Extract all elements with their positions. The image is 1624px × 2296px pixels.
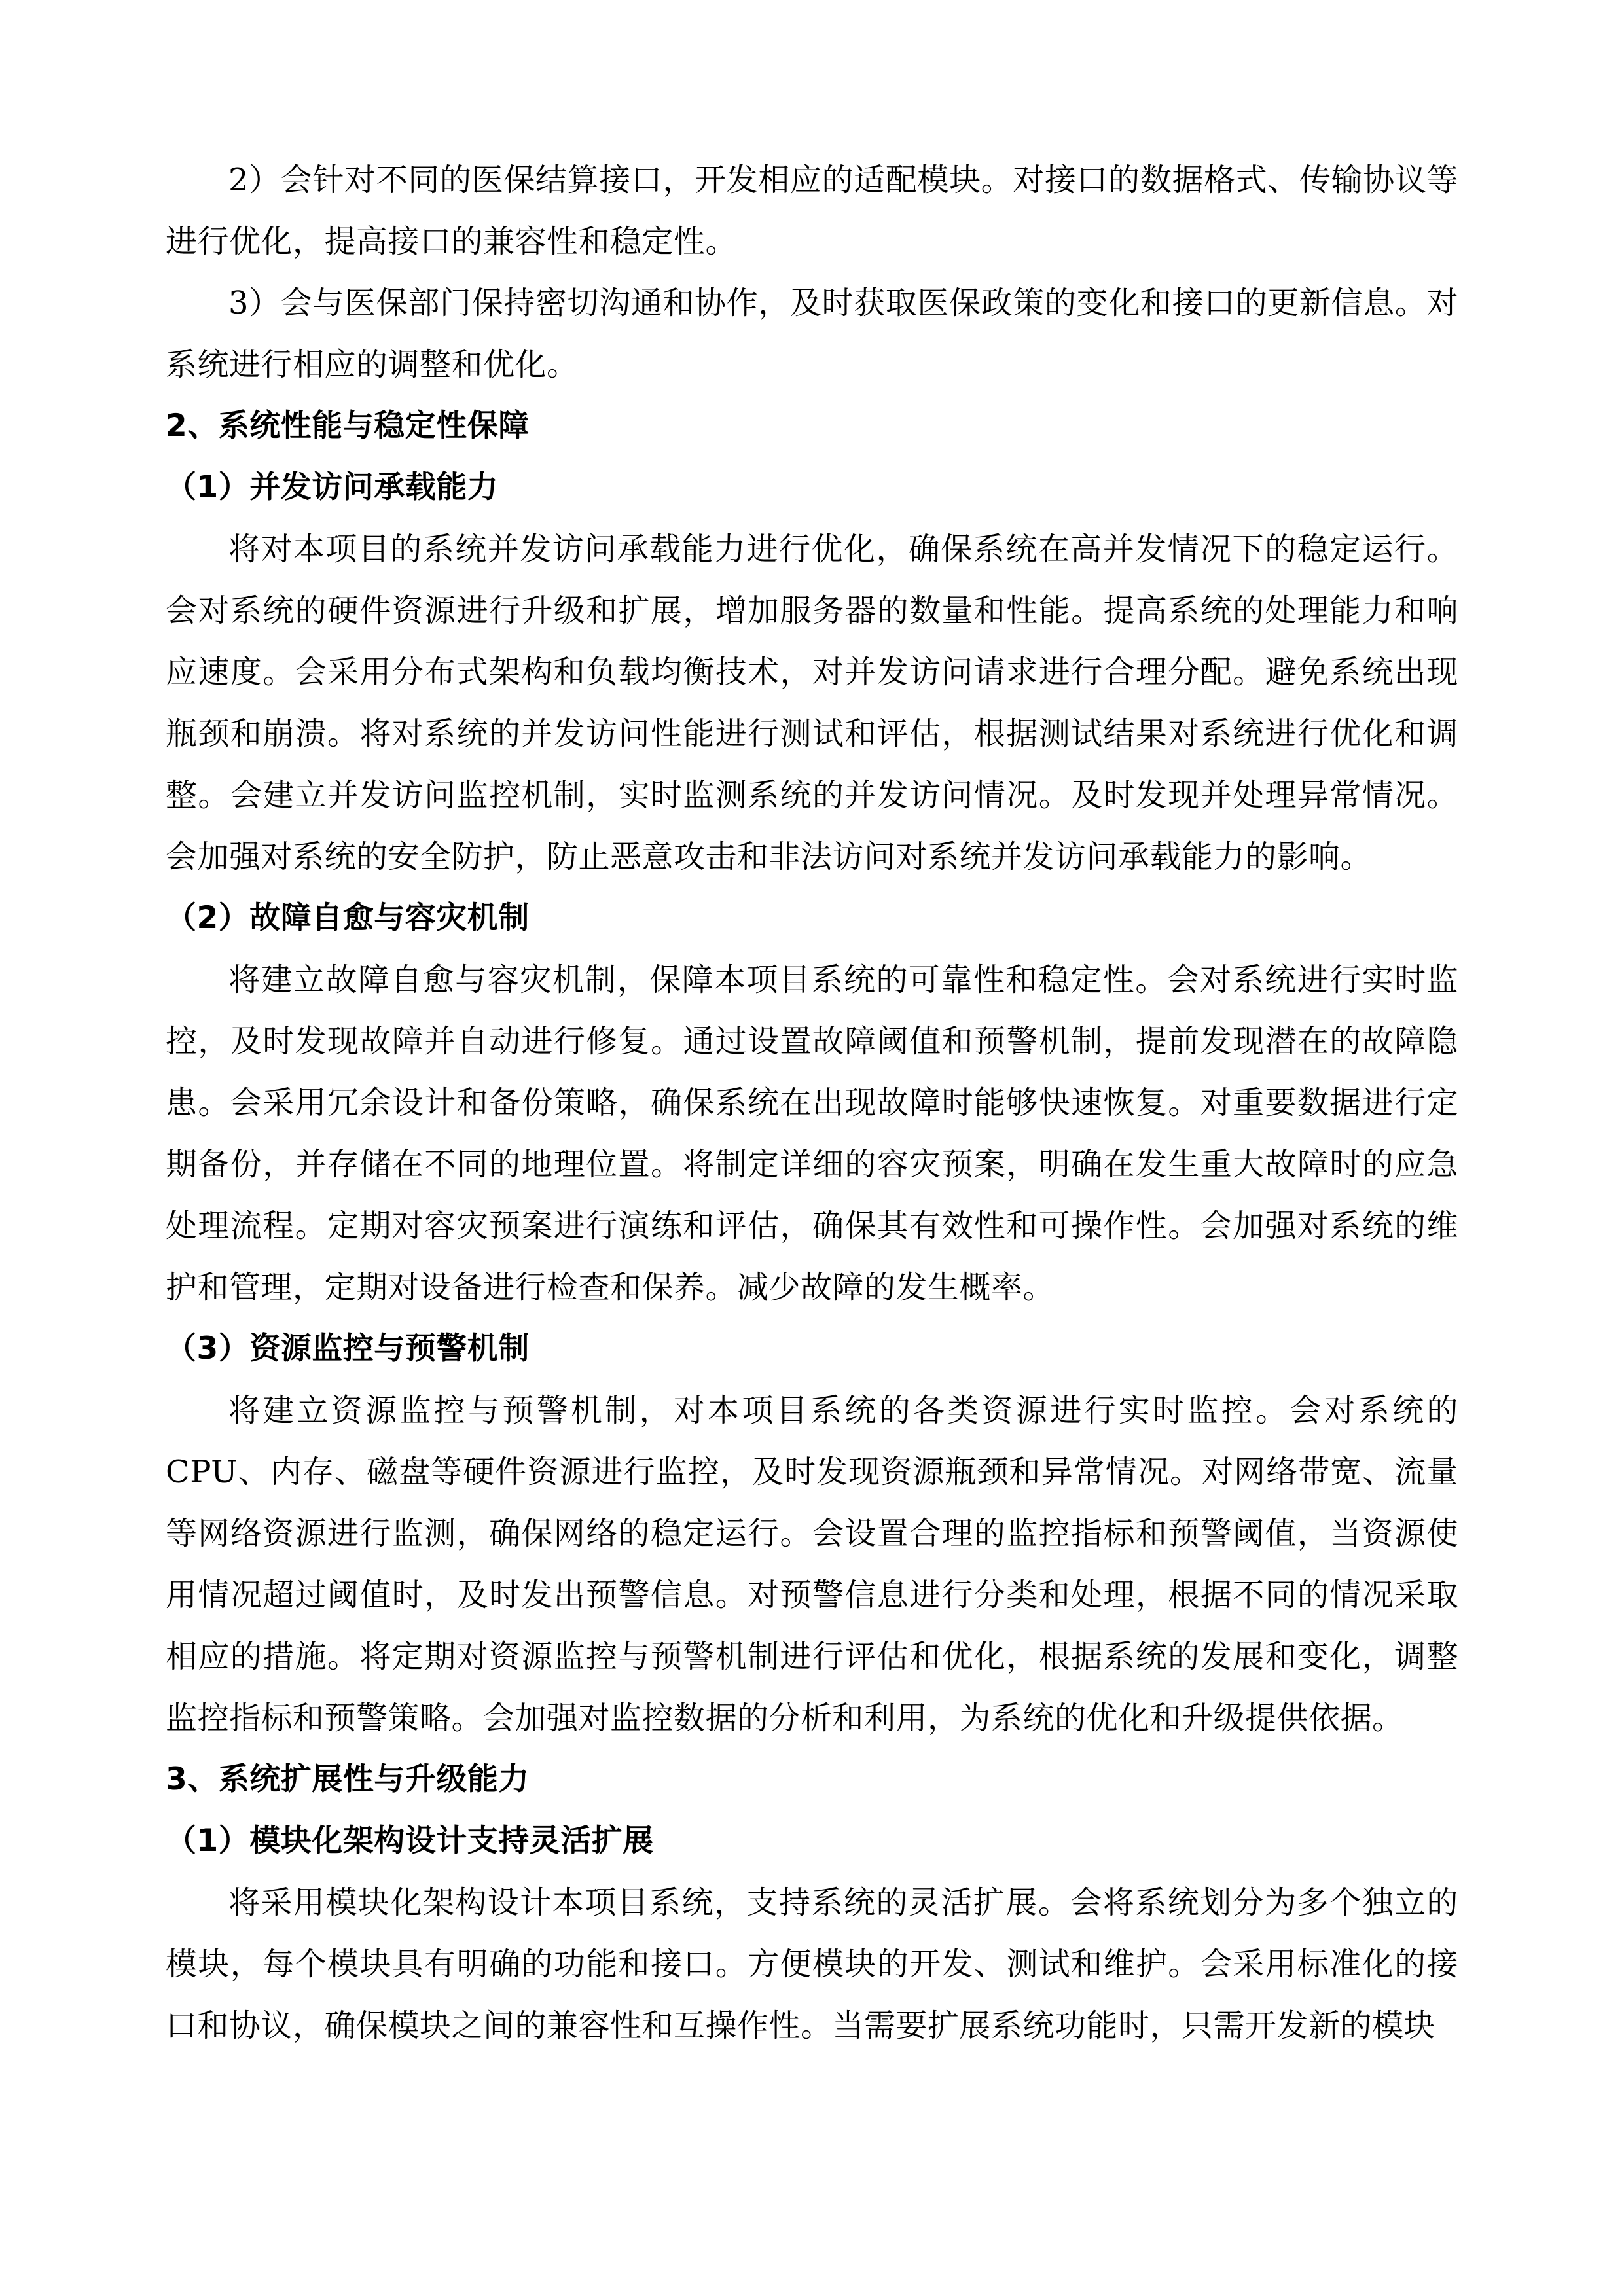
document-body bbox=[166, 149, 1458, 2056]
paragraph-resource-monitoring: 将建立资源监控与预警机制，对本项目系统的各类资源进行实时监控。会对系统的CPU、内存、磁盘等硬件资源进行监控，及时发现资源瓶颈和异常情况。对网络带宽、流量等网络资源进行监测，确保网络的稳定运行。会设置合理的监控指标和预警阈值，当资源使用情况超过阈值时，及时发出预警信息。对预警信息进行分类和处理，根据不同的情况采取相应的措施。将定期对资源监控与预警机制进行评估和优化，根据系统的发展和变化，调整监控指标和预警策略。会加强对监控数据的分析和利用，为系统的优化和升级提供依据。 bbox=[166, 1392, 1458, 1736]
paragraph-communication: 3）会与医保部门保持密切沟通和协作，及时获取医保政策的变化和接口的更新信息。对系统进行相应的调整和优化。 bbox=[166, 285, 1458, 383]
subsection-heading-fault-recovery: （2）故障自愈与容灾机制 bbox=[166, 900, 530, 936]
paragraph-fault-recovery: 将建立故障自愈与容灾机制，保障本项目系统的可靠性和稳定性。会对系统进行实时监控，及时发现故障并自动进行修复。通过设置故障阈值和预警机制，提前发现潜在的故障隐患。会采用冗余设计和备份策略，确保系统在出现故障时能够快速恢复。对重要数据进行定期备份，并存储在不同的地理位置。将制定详细的容灾预案，明确在发生重大故障时的应急处理流程。定期对容灾预案进行演练和评估，确保其有效性和可操作性。会加强对系统的维护和管理，定期对设备进行检查和保养。减少故障的发生概率。 bbox=[166, 961, 1458, 1306]
section-heading-scalability: 3、系统扩展性与升级能力 bbox=[166, 1761, 530, 1797]
subsection-heading-modular-architecture: （1）模块化架构设计支持灵活扩展 bbox=[166, 1823, 654, 1859]
paragraph-modular-architecture: 将采用模块化架构设计本项目系统，支持系统的灵活扩展。会将系统划分为多个独立的模块，每个模块具有明确的功能和接口。方便模块的开发、测试和维护。会采用标准化的接口和协议，确保模块之间的兼容性和互操作性。当需要扩展系统功能时，只需开发新的模块 bbox=[166, 1884, 1458, 2044]
paragraph-interface-adaptation: 2）会针对不同的医保结算接口，开发相应的适配模块。对接口的数据格式、传输协议等进行优化，提高接口的兼容性和稳定性。 bbox=[166, 162, 1458, 260]
section-heading-performance: 2、系统性能与稳定性保障 bbox=[166, 408, 530, 444]
paragraph-concurrency: 将对本项目的系统并发访问承载能力进行优化，确保系统在高并发情况下的稳定运行。会对系统的硬件资源进行升级和扩展，增加服务器的数量和性能。提高系统的处理能力和响应速度。会采用分布式架构和负载均衡技术，对并发访问请求进行合理分配。避免系统出现瓶颈和崩溃。将对系统的并发访问性能进行测试和评估，根据测试结果对系统进行优化和调整。会建立并发访问监控机制，实时监测系统的并发访问情况。及时发现并处理异常情况。会加强对系统的安全防护，防止恶意攻击和非法访问对系统并发访问承载能力的影响。 bbox=[166, 531, 1458, 875]
subsection-heading-resource-monitoring: （3）资源监控与预警机制 bbox=[166, 1331, 530, 1367]
subsection-heading-concurrency: （1）并发访问承载能力 bbox=[166, 469, 499, 505]
